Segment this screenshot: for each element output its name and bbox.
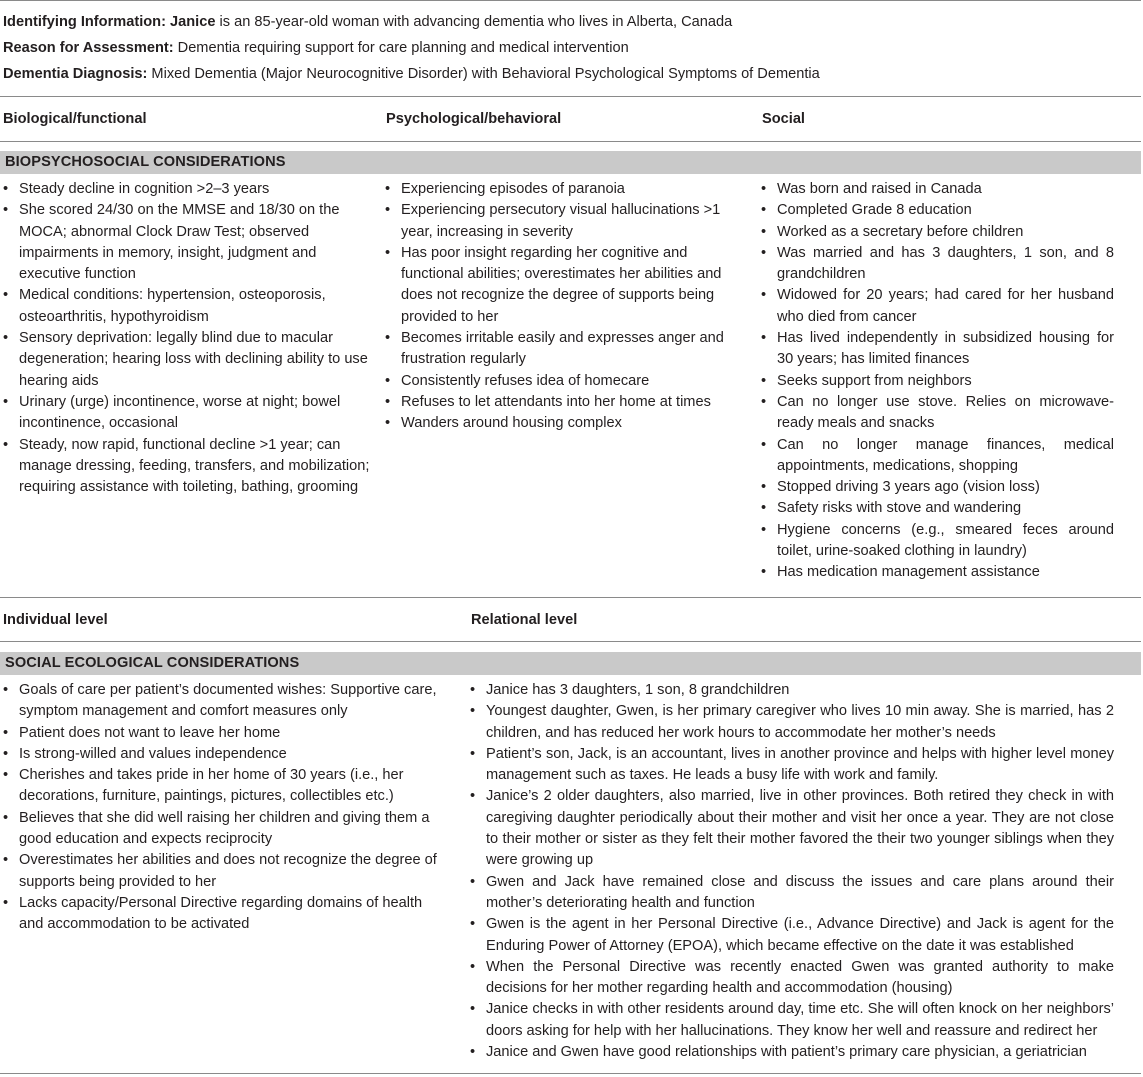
identifying-information <box>3 13 732 31</box>
list-item: • Was born and raised in Canada <box>758 179 1114 200</box>
list-item: • Medical conditions: hypertension, osteoporosis, osteoarthritis, hypothyroidism <box>0 285 376 328</box>
social-ecological-band <box>0 652 1141 675</box>
top-rule <box>0 0 1141 1</box>
bottom-rule <box>0 1073 1141 1074</box>
reason-label: Reason for Assessment: <box>3 40 174 56</box>
social-list <box>758 179 1114 584</box>
divider <box>0 597 1141 598</box>
list-item: • Consistently refuses idea of homecare <box>382 371 742 392</box>
list-item: • Safety risks with stove and wandering <box>758 498 1114 519</box>
column-header-biological: Biological/functional <box>3 111 147 127</box>
identifying-text: is an 85-year-old woman with advancing dementia who lives in Alberta, Canada <box>215 14 733 30</box>
biopsychosocial-band <box>0 151 1141 174</box>
column-header-relational: Relational level <box>471 612 578 628</box>
dementia-diagnosis <box>3 65 820 83</box>
list-item: • When the Personal Directive was recently enacted Gwen was granted authority to make decisions for her mother regarding health and accommodation (housing) <box>467 957 1114 1000</box>
list-item: • Sensory deprivation: legally blind due to macular degeneration; hearing loss with declining ability to use hearing aids <box>0 328 376 392</box>
list-item: • Youngest daughter, Gwen, is her primary caregiver who lives 10 min away. She is married, has 2 children, and has reduced her work hours to accommodate her mother’s needs <box>467 701 1114 744</box>
list-item: • Janice’s 2 older daughters, also married, live in other provinces. Both retired they check in with caregiving daughter periodically about their mother and visit her once a year. They are not close to their mother or sister as they felt their mother favored the their two younger siblings when they were growing up <box>467 786 1114 871</box>
list-item: • Wanders around housing complex <box>382 413 742 434</box>
list-item: • Overestimates her abilities and does not recognize the degree of supports being provided to her <box>0 850 442 893</box>
band-label: SOCIAL ECOLOGICAL CONSIDERATIONS <box>5 655 300 671</box>
list-item: • Seeks support from neighbors <box>758 371 1114 392</box>
diagnosis-text: Mixed Dementia (Major Neurocognitive Disorder) with Behavioral Psychological Symptoms of Dementia <box>147 66 820 82</box>
list-item: • Lacks capacity/Personal Directive regarding domains of health and accommodation to be activated <box>0 893 442 936</box>
list-item: • Has medication management assistance <box>758 562 1114 583</box>
list-item: • Gwen and Jack have remained close and discuss the issues and care plans around their mother’s deteriorating health and function <box>467 872 1114 915</box>
divider <box>0 641 1141 642</box>
list-item: • Has lived independently in subsidized housing for 30 years; has limited finances <box>758 328 1114 371</box>
list-item: • Urinary (urge) incontinence, worse at night; bowel incontinence, occasional <box>0 392 376 435</box>
individual-list <box>0 680 442 936</box>
list-item: • Gwen is the agent in her Personal Directive (i.e., Advance Directive) and Jack is agent for the Enduring Power of Attorney (EPOA), which became effective on the date it was established <box>467 914 1114 957</box>
patient-name: Janice <box>170 14 216 30</box>
list-item: • Becomes irritable easily and expresses anger and frustration regularly <box>382 328 742 371</box>
list-item: • Is strong-willed and values independence <box>0 744 442 765</box>
list-item: • Stopped driving 3 years ago (vision loss) <box>758 477 1114 498</box>
identifying-label: Identifying Information: <box>3 14 166 30</box>
list-item: • Janice has 3 daughters, 1 son, 8 grandchildren <box>467 680 1114 701</box>
list-item: • Patient’s son, Jack, is an accountant, lives in another province and helps with higher level money management such as taxes. He leads a busy life with work and family. <box>467 744 1114 787</box>
list-item: • Worked as a secretary before children <box>758 222 1114 243</box>
relational-list <box>467 680 1114 1063</box>
list-item: • Steady decline in cognition >2–3 years <box>0 179 376 200</box>
list-item: • Completed Grade 8 education <box>758 200 1114 221</box>
reason-text: Dementia requiring support for care planning and medical intervention <box>173 40 629 56</box>
divider <box>0 96 1141 97</box>
column-header-psychological: Psychological/behavioral <box>386 111 562 127</box>
list-item: • She scored 24/30 on the MMSE and 18/30 on the MOCA; abnormal Clock Draw Test; observed impairments in memory, insight, judgment and executive function <box>0 200 376 285</box>
list-item: • Steady, now rapid, functional decline >1 year; can manage dressing, feeding, transfers, and mobilization; requiring assistance with toileting, bathing, grooming <box>0 435 376 499</box>
list-item: • Believes that she did well raising her children and giving them a good education and expects reciprocity <box>0 808 442 851</box>
list-item: • Patient does not want to leave her home <box>0 723 442 744</box>
list-item: • Experiencing persecutory visual hallucinations >1 year, increasing in severity <box>382 200 742 243</box>
band-label: BIOPSYCHOSOCIAL CONSIDERATIONS <box>5 154 286 170</box>
list-item: • Has poor insight regarding her cognitive and functional abilities; overestimates her abilities and does not recognize the degree of supports being provided to her <box>382 243 742 328</box>
list-item: • Was married and has 3 daughters, 1 son, and 8 grandchildren <box>758 243 1114 286</box>
list-item: • Hygiene concerns (e.g., smeared feces around toilet, urine-soaked clothing in laundry) <box>758 520 1114 563</box>
list-item: • Widowed for 20 years; had cared for her husband who died from cancer <box>758 285 1114 328</box>
list-item: • Can no longer use stove. Relies on microwave-ready meals and snacks <box>758 392 1114 435</box>
list-item: • Janice checks in with other residents around day, time etc. She will often knock on her neighbors’ doors asking for help with her hallucinations. They know her well and reassure and redirect her <box>467 999 1114 1042</box>
list-item: • Experiencing episodes of paranoia <box>382 179 742 200</box>
reason-for-assessment <box>3 39 629 57</box>
biological-list <box>0 179 376 498</box>
list-item: • Goals of care per patient’s documented wishes: Supportive care, symptom management and comfort measures only <box>0 680 442 723</box>
column-header-social: Social <box>762 111 805 127</box>
diagnosis-label: Dementia Diagnosis: <box>3 66 148 82</box>
divider <box>0 141 1141 142</box>
list-item: • Janice and Gwen have good relationships with patient’s primary care physician, a geriatrician <box>467 1042 1114 1063</box>
psychological-list <box>382 179 742 435</box>
list-item: • Cherishes and takes pride in her home of 30 years (i.e., her decorations, furniture, paintings, pictures, collectibles etc.) <box>0 765 442 808</box>
list-item: • Refuses to let attendants into her home at times <box>382 392 742 413</box>
column-header-individual: Individual level <box>3 612 108 628</box>
list-item: • Can no longer manage finances, medical appointments, medications, shopping <box>758 435 1114 478</box>
